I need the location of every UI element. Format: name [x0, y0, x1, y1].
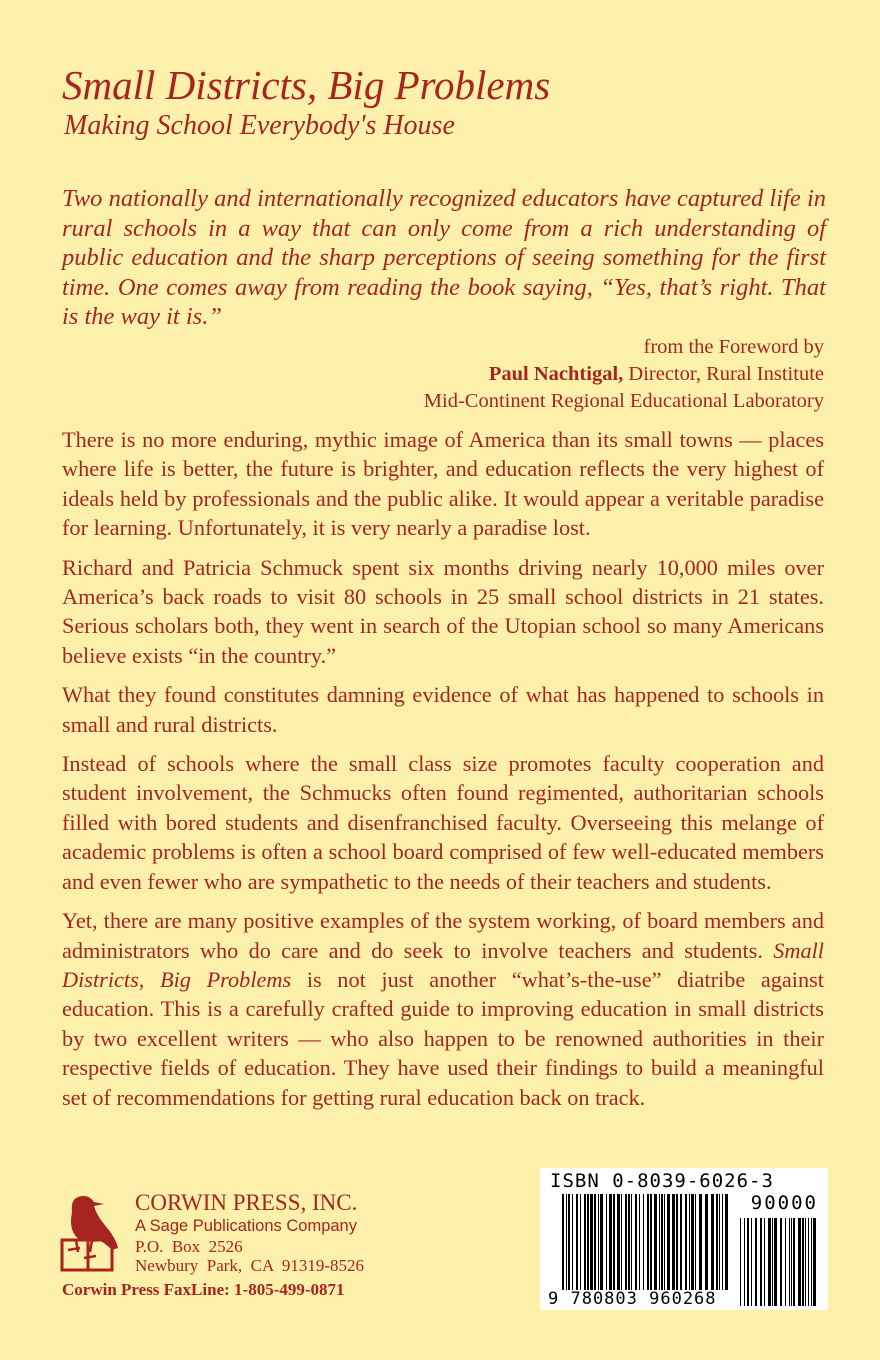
paragraph: There is no more enduring, mythic image of America than its small towns — places where life is better, the future is brighter, and education reflects the very highest of ideals held by professionals and the public alike. It would appear a veritable paradise for learning. Unfortunately, it is very nearly a paradise lost.	[62, 427, 824, 541]
barcode-bar	[576, 1194, 578, 1290]
barcode-bar	[676, 1194, 678, 1290]
barcode-bar	[572, 1194, 573, 1290]
book-title: Small Districts, Big Problems	[62, 62, 551, 108]
book-subtitle: Making School Everybody's House	[64, 110, 455, 141]
barcode-bar	[639, 1194, 640, 1290]
barcode-bar	[689, 1194, 690, 1290]
publisher-city: Newbury Park, CA 91319-8526	[135, 1256, 365, 1275]
barcode-bar	[643, 1194, 644, 1290]
book-title-ref: Small Districts, Big Problems	[62, 937, 824, 992]
barcode-bar	[580, 1194, 581, 1290]
barcode-bar	[566, 1194, 567, 1290]
barcode-bar	[654, 1194, 657, 1290]
barcode-bar	[691, 1194, 694, 1290]
publisher-address: P.O. Box 2526	[135, 1237, 243, 1256]
barcode-bar	[699, 1194, 702, 1290]
barcode-bar	[617, 1194, 620, 1290]
barcode-bar	[772, 1218, 773, 1306]
barcode-bar	[774, 1218, 777, 1306]
barcode-bar	[725, 1194, 728, 1290]
barcode-bar	[667, 1194, 670, 1290]
barcode-bar	[755, 1218, 757, 1306]
barcode-bar	[722, 1194, 723, 1290]
barcode-bar	[716, 1194, 718, 1290]
paragraph-text: is not just another “what’s-the-use” diatribe against education. This is a carefully crafted guide to improving education in small districts by two excellent writers — who also happen to be renowned authorities in their respective fields of education. They have used their findings to build a meaningful set of recommendations for getting rural education back on track.	[62, 966, 825, 1110]
barcode-bar	[695, 1194, 696, 1290]
barcode-bar	[664, 1194, 665, 1290]
barcode-bar	[631, 1194, 632, 1290]
barcode-bar	[672, 1194, 675, 1290]
barcode-bar	[600, 1194, 603, 1290]
description	[62, 425, 824, 1122]
barcode-bar	[661, 1194, 663, 1290]
barcode-bar	[659, 1194, 660, 1290]
barcode-bar	[705, 1194, 708, 1290]
barcode-bar	[785, 1218, 786, 1306]
price-addon: 90000	[750, 1192, 818, 1214]
publisher-name: CORWIN PRESS, INC.	[135, 1190, 358, 1215]
barcode-bar	[568, 1194, 570, 1290]
barcode-bar	[650, 1194, 652, 1290]
barcode-bar	[613, 1194, 615, 1290]
publisher-fax: Corwin Press FaxLine: 1-805-499-0871	[62, 1280, 345, 1299]
barcode-bar	[635, 1194, 637, 1290]
barcode-bar	[813, 1218, 816, 1306]
barcode-bar	[802, 1218, 804, 1306]
paragraph: Instead of schools where the small class size promotes faculty cooperation and student involvement, the Schmucks often found regimented, authoritarian schools filled with bored students and disenfranchised faculty. Overseeing this melange of academic problems is often a school board comprised of few well-educated members and even fewer who are sympathetic to the needs of their teachers and students.	[62, 751, 824, 894]
barcode-bar	[798, 1218, 801, 1306]
isbn-number: ISBN 0-8039-6026-3	[550, 1170, 774, 1192]
paragraph-text: Yet, there are many positive examples of the system working, of board members and administrators who do care and do seek to involve teachers and students.	[62, 908, 824, 963]
barcode-bar	[680, 1194, 682, 1290]
barcode-bar	[764, 1218, 765, 1306]
barcode-bar	[584, 1194, 586, 1290]
barcode-bar	[789, 1218, 790, 1306]
barcode-bar	[609, 1194, 612, 1290]
paragraph	[62, 906, 824, 1112]
barcode-bar	[628, 1194, 630, 1290]
paragraph: What they found constitutes damning evidence of what has happened to schools in small and rural districts.	[62, 682, 824, 737]
barcode-bar	[587, 1194, 589, 1290]
barcode-bar	[791, 1218, 792, 1306]
barcode-bar	[793, 1218, 795, 1306]
barcode-bar	[606, 1194, 607, 1290]
attribution-line: from the Foreword by	[643, 336, 824, 358]
barcode-bar	[808, 1218, 809, 1306]
ean-number: 9 780803 960268	[548, 1289, 717, 1309]
isbn-barcode	[540, 1168, 828, 1310]
barcode-bar	[744, 1218, 745, 1306]
barcode-bar	[621, 1194, 622, 1290]
barcode-bar	[625, 1194, 627, 1290]
barcode-bar	[598, 1194, 599, 1290]
barcode-bar	[780, 1218, 782, 1306]
barcode-bar	[711, 1194, 714, 1290]
quote-attribution	[424, 334, 824, 415]
barcode-bar	[811, 1218, 812, 1306]
barcode-bar	[760, 1218, 762, 1306]
barcode-bar	[685, 1194, 687, 1290]
barcode-bar	[647, 1194, 649, 1290]
raven-on-book-icon	[60, 1192, 120, 1272]
attribution-role: Director, Rural Institute	[623, 363, 824, 385]
foreword-quote: Two nationally and internationally recognized educators have captured life in rural schools in a way that can only come from a rich understanding of public education and the sharp perceptions of seeing something for the first time. One comes away from reading the book saying, “Yes, that’s right. That is the way it is.”	[62, 185, 826, 330]
barcode-bar	[594, 1194, 596, 1290]
barcode-bar	[562, 1194, 564, 1290]
publisher-info	[135, 1190, 364, 1275]
barcode-bar	[590, 1194, 593, 1290]
barcode-bar	[747, 1218, 749, 1306]
publisher-parent: A Sage Publications Company	[135, 1217, 357, 1235]
paragraph: Richard and Patricia Schmuck spent six months driving nearly 10,000 miles over America’s back roads to visit 80 schools in 25 small school districts in 21 states. Serious scholars both, they went in search of the Utopian school so many Americans believe exists “in the country.”	[62, 554, 824, 668]
barcode-bar	[805, 1218, 806, 1306]
attribution-org: Mid-Continent Regional Educational Laboratory	[423, 390, 824, 412]
attribution-name: Paul Nachtigal,	[488, 363, 624, 385]
barcode-bar	[768, 1218, 771, 1306]
barcode-bar	[740, 1218, 741, 1306]
barcode-bar	[719, 1194, 720, 1290]
barcode-bar	[751, 1218, 752, 1306]
